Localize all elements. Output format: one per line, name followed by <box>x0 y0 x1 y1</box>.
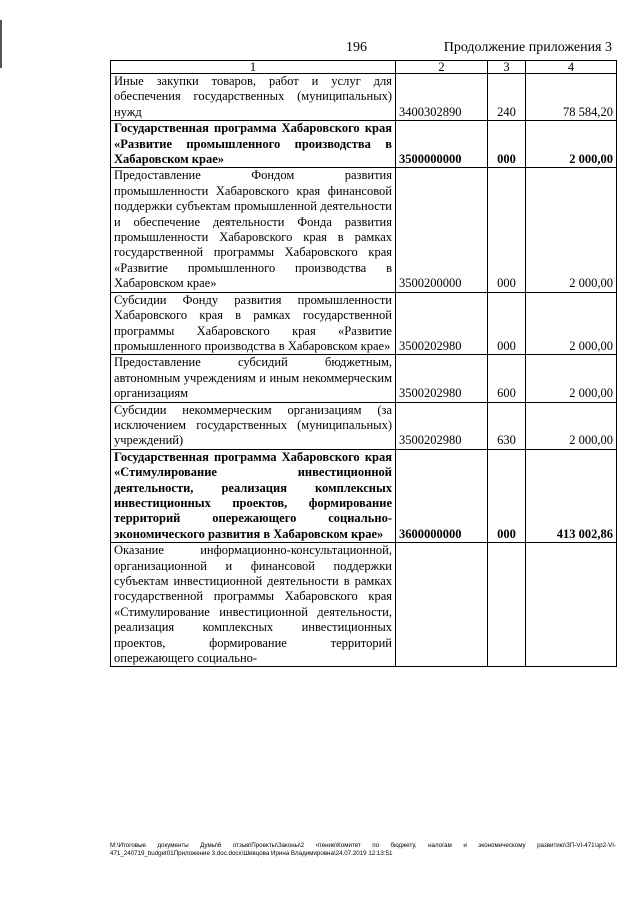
row-amount: 413 002,86 <box>526 449 617 542</box>
header-cell-amount: 4 <box>526 61 617 74</box>
table-row <box>111 543 617 667</box>
table-row <box>111 74 617 121</box>
row-name: Государственная программа Хабаровского края «Развитие промышленного производства в Хабаровском крае» <box>111 121 396 168</box>
table-header-row <box>111 61 617 74</box>
row-kind: 000 <box>488 292 526 355</box>
row-kind: 240 <box>488 74 526 121</box>
row-code: 3500202980 <box>396 292 488 355</box>
row-amount <box>526 543 617 667</box>
row-amount: 2 000,00 <box>526 168 617 292</box>
continuation-label: Продолжение приложения 3 <box>443 40 612 55</box>
row-name: Субсидии некоммерческим организациям (за исключением государственных (муниципальных) учреждений) <box>111 402 396 449</box>
row-amount: 2 000,00 <box>526 355 617 402</box>
row-code: 3500202980 <box>396 402 488 449</box>
row-code: 3600000000 <box>396 449 488 542</box>
row-name: Субсидии Фонду развития промышленности Хабаровского края в рамках государственной программы Хабаровского края «Развитие промышленного производства в Хабаровском крае» <box>111 292 396 355</box>
row-name: Предоставление Фондом развития промышленности Хабаровского края финансовой поддержки субъектам промышленной деятельности и обеспечение деятельности Фонда развития промышленности Хабаровского края в рамках государственной программы Хабаровского края «Развитие промышленного производства в Хабаровском крае» <box>111 168 396 292</box>
row-code: 3400302890 <box>396 74 488 121</box>
table-row <box>111 449 617 542</box>
table-row <box>111 402 617 449</box>
row-name: Предоставление субсидий бюджетным, автономным учреждениям и иным некоммерческим организациям <box>111 355 396 402</box>
row-kind <box>488 543 526 667</box>
table-row <box>111 168 617 292</box>
table-row <box>111 355 617 402</box>
page-edge-mark <box>0 20 2 68</box>
page-number: 196 <box>346 40 367 55</box>
row-name: Государственная программа Хабаровского края «Стимулирование инвестиционной деятельности, реализация комплексных инвестиционных проектов, формирование территорий опережающего социально-экономического развития в Хабаровском крае» <box>111 449 396 542</box>
row-code: 3500200000 <box>396 168 488 292</box>
header-cell-name: 1 <box>111 61 396 74</box>
budget-table <box>110 60 617 667</box>
header-cell-code: 2 <box>396 61 488 74</box>
header-cell-kind: 3 <box>488 61 526 74</box>
row-code: 3500202980 <box>396 355 488 402</box>
table-row <box>111 292 617 355</box>
row-kind: 000 <box>488 121 526 168</box>
row-name: Иные закупки товаров, работ и услуг для обеспечения государственных (муниципальных) нужд <box>111 74 396 121</box>
table-row <box>111 121 617 168</box>
row-amount: 78 584,20 <box>526 74 617 121</box>
row-code <box>396 543 488 667</box>
row-amount: 2 000,00 <box>526 292 617 355</box>
row-amount: 2 000,00 <box>526 402 617 449</box>
row-kind: 600 <box>488 355 526 402</box>
row-kind: 000 <box>488 168 526 292</box>
row-amount: 2 000,00 <box>526 121 617 168</box>
row-name: Оказание информационно-консультационной, организационной и финансовой поддержки субъектам инвестиционной деятельности в рамках государственной программы Хабаровского края «Стимулирование инвестиционной деятельности, реализация комплексных инвестиционных проектов, формирование территорий опережающего социально- <box>111 543 396 667</box>
row-code: 3500000000 <box>396 121 488 168</box>
document-path-footer: M:\Итоговые документы Думы\6 отзыв\Проекты\Законы\2 чтение\Комитет по бюджету, налогам и экономическому развитию\ЗП-VI-471\зр2-VI-471_240719_budget01Приложение 3.doc.docx\Шевцова Ирина Владимировна\24.07.2019 12:13:51 <box>110 842 616 857</box>
row-kind: 000 <box>488 449 526 542</box>
row-kind: 630 <box>488 402 526 449</box>
